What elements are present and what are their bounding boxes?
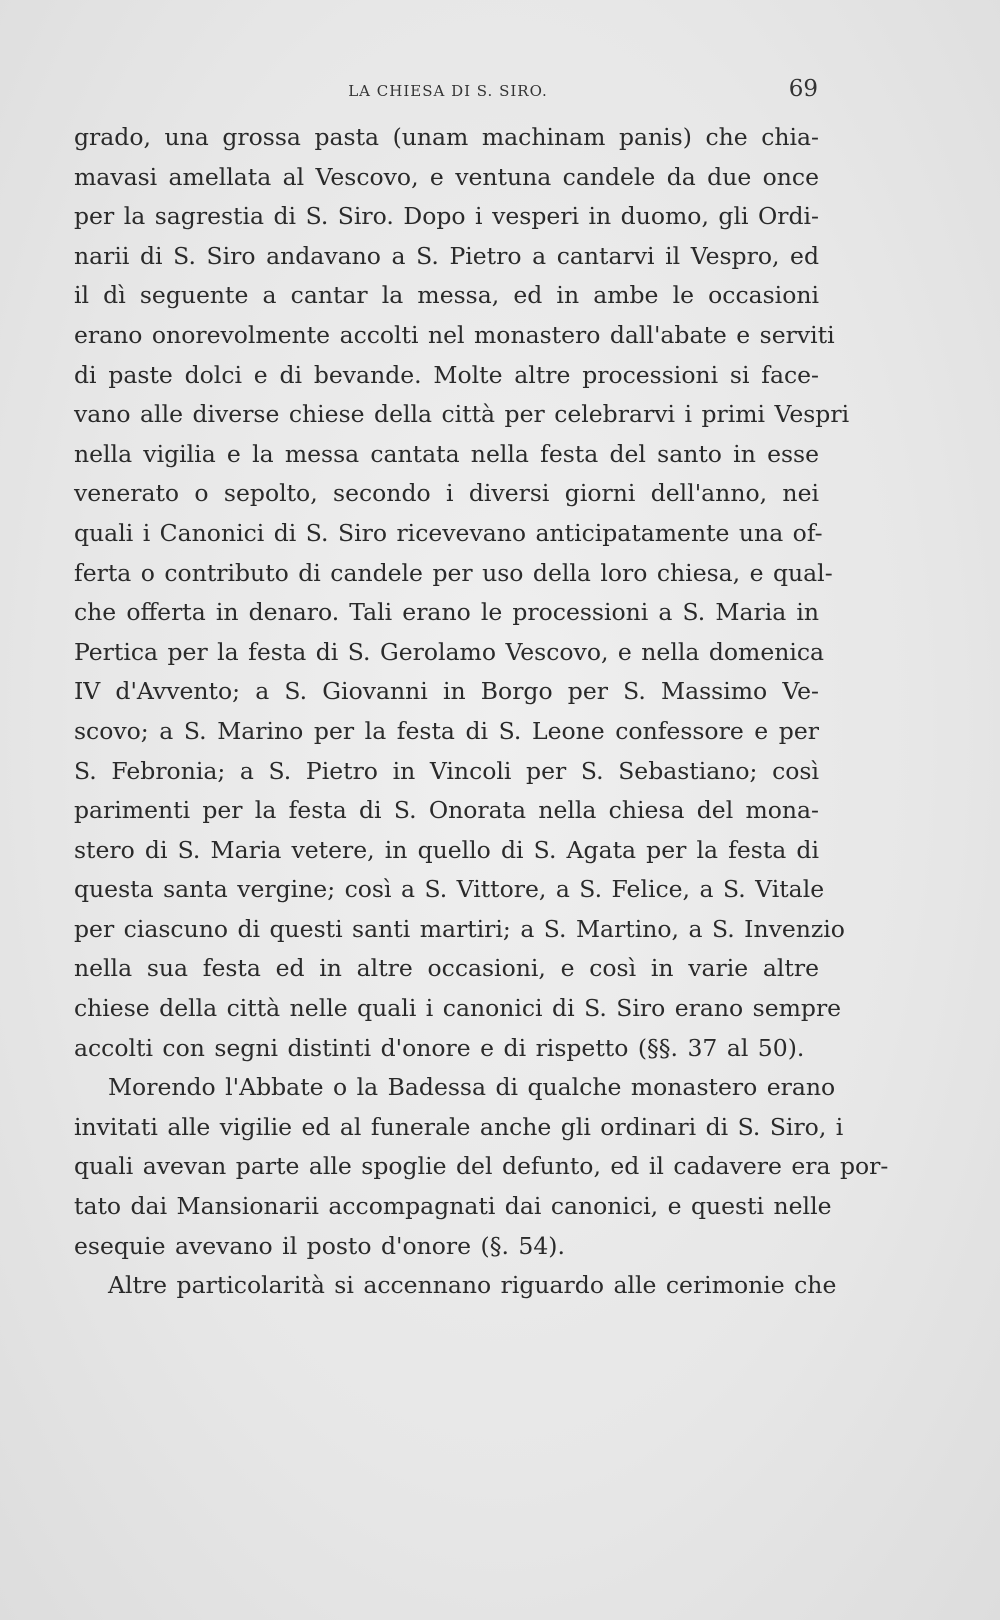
text-line: IV d'Avvento; a S. Giovanni in Borgo per S. Massimo Ve- [74,677,819,706]
text-line: per la sagrestia di S. Siro. Dopo i vesperi in duomo, gli Ordi- [74,202,819,231]
text-line: ferta o contributo di candele per uso della loro chiesa, e qual- [74,558,833,587]
running-title: LA CHIESA DI S. SIRO. [348,82,548,100]
text-line: narii di S. Siro andavano a S. Pietro a cantarvi il Vespro, ed [74,241,819,270]
text-line: accolti con segni distinti d'onore e di rispetto (§§. 37 al 50). [74,1033,805,1062]
text-line: tato dai Mansionarii accompagnati dai canonici, e questi nelle [74,1192,832,1221]
text-line: venerato o sepolto, secondo i diversi giorni dell'anno, nei [74,479,819,508]
body-text [74,118,889,1306]
text-line: S. Febronia; a S. Pietro in Vincoli per S. Sebastiano; così [74,756,819,785]
text-line: nella sua festa ed in altre occasioni, e così in varie altre [74,954,819,983]
text-line: esequie avevano il posto d'onore (§. 54). [74,1231,565,1260]
text-line: che offerta in denaro. Tali erano le processioni a S. Maria in [74,598,819,627]
text-line: Altre particolarità si accennano riguardo alle cerimonie che [108,1271,837,1300]
text-line: vano alle diverse chiese della città per celebrarvi i primi Vespri [74,400,850,429]
page-header [78,74,818,104]
text-line: Morendo l'Abbate o la Badessa di qualche monastero erano [108,1073,836,1102]
text-line: quali i Canonici di S. Siro ricevevano anticipatamente una of- [74,518,823,547]
text-line: nella vigilia e la messa cantata nella festa del santo in esse [74,439,819,468]
text-line: chiese della città nelle quali i canonici di S. Siro erano sempre [74,994,842,1023]
text-line: il dì seguente a cantar la messa, ed in ambe le occasioni [74,281,819,310]
text-line: invitati alle vigilie ed al funerale anche gli ordinari di S. Siro, i [74,1112,844,1141]
text-line: scovo; a S. Marino per la festa di S. Leone confessore e per [74,716,819,745]
text-line: questa santa vergine; così a S. Vittore, a S. Felice, a S. Vitale [74,875,825,904]
text-line: erano onorevolmente accolti nel monastero dall'abate e serviti [74,320,835,349]
text-line: Pertica per la festa di S. Gerolamo Vescovo, e nella domenica [74,637,825,666]
text-line: mavasi amellata al Vescovo, e ventuna candele da due once [74,162,819,191]
text-line: stero di S. Maria vetere, in quello di S. Agata per la festa di [74,835,819,864]
text-line: di paste dolci e di bevande. Molte altre processioni si face- [74,360,819,389]
text-line: parimenti per la festa di S. Onorata nella chiesa del mona- [74,796,819,825]
text-line: quali avevan parte alle spoglie del defunto, ed il cadavere era por- [74,1152,889,1181]
text-line: per ciascuno di questi santi martiri; a S. Martino, a S. Invenzio [74,914,845,943]
text-line: grado, una grossa pasta (unam machinam panis) che chia- [74,123,819,151]
page-number: 69 [788,76,818,102]
